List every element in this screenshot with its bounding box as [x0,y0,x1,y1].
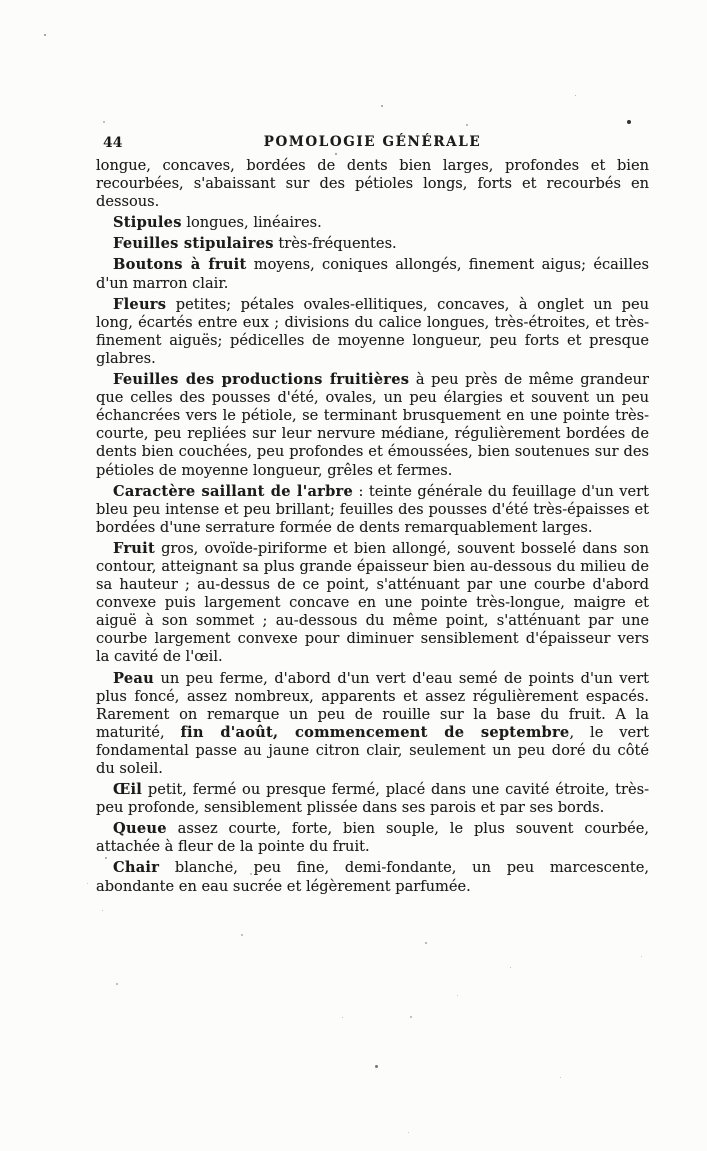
scan-speck [250,873,252,875]
bold-lead: Feuilles des productions fruitières [113,371,410,389]
scan-speck [575,95,576,96]
bold-lead: Boutons à fruit [113,256,247,274]
scan-speck [425,942,427,944]
scan-speck [105,857,107,859]
text-run: : teinte générale du feuillage d'un vert bleu peu intense et peu brillant; feuilles des pousses d'été très-épaisses et bordées d'une serrature formée de dents remarquablement larges. [96,482,649,536]
bold-lead: Fruit [113,539,155,557]
scan-speck [230,861,232,863]
text-run: un peu ferme, d'abord d'un vert d'eau semé de points d'un vert plus foncé, assez nombreux, apparents et assez régulièrement espacés. Rarement on remarque un peu de rouille sur la base du fruit. A la maturité, [96,669,649,741]
text-run: longue, concaves, bordées de dents bien larges, profondes et bien recourbées, s'abaissant sur des pétioles longs, forts et recourbés en dessous. [96,157,649,211]
bold-lead: Œil [113,781,143,799]
scan-speck [510,967,511,968]
scan-speck [381,105,383,107]
scan-speck [102,910,103,911]
paragraph-chair [96,859,649,895]
bold-lead: Stipules [113,214,182,232]
paragraph-feuilles-productions-fruitieres [96,371,649,480]
scan-speck [627,120,631,124]
page-number: 44 [103,135,123,151]
page-body [96,157,649,899]
bold-lead: Feuilles stipulaires [113,235,274,253]
bold-lead: Peau [113,669,154,687]
text-run: gros, ovoïde-piriforme et bien allongé, souvent bosselé dans son contour, atteignant sa plus grande épaisseur bien au-dessous du milieu de sa hauteur ; au-dessus de ce point, s'atténuant par une courbe d'abord convexe puis largement concave en une pointe très-longue, maigre et aiguë à son sommet ; au-dessous du même point, s'atténuant par une courbe largement convexe pour diminuer sensiblement d'épaisseur vers la cavité de l'œil. [96,539,649,666]
text-run: très-fréquentes. [273,235,397,253]
bold-lead: Fleurs [113,295,167,313]
text-run: petit, fermé ou presque fermé, placé dans une cavité étroite, très-peu profonde, sensiblement plissée dans ses parois et par ses bords. [96,781,649,817]
scan-speck [116,983,118,985]
page-header [96,134,649,154]
bold-lead: fin d'août, commencement de septembre [180,723,570,741]
paragraph-fruit [96,540,649,667]
text-run: longues, linéaires. [181,214,322,232]
paragraph-stipules [96,214,649,232]
running-title: POMOLOGIE GÉNÉRALE [263,134,482,150]
text-run: blanche, peu fine, demi-fondante, un peu marcescente, abondante en eau sucrée et légèrement parfumée. [96,859,649,895]
paragraph-peau [96,670,649,779]
scan-speck [410,1016,412,1018]
text-run: moyens, coniques allongés, finement aigus; écailles d'un marron clair. [96,256,649,292]
scan-speck [103,121,105,123]
text-run: à peu près de même grandeur que celles des pousses d'été, ovales, un peu élargies et souvent un peu échancrées vers le pétiole, se terminant brusquement en une pointe très-courte, peu repliées sur leur nervure médiane, régulièrement bordées de dents bien couchées, peu profondes et émoussées, bien soutenues sur des pétioles de moyenne longueur, grêles et fermes. [96,371,650,479]
bold-lead: Caractère saillant de l'arbre [113,482,354,500]
paragraph-boutons-a-fruit [96,256,649,292]
scan-speck [320,860,321,861]
paragraph-caractere-saillant [96,483,649,537]
scan-speck [408,1132,409,1133]
scan-speck [87,883,88,884]
scan-speck [466,124,468,126]
text-run: assez courte, forte, bien souple, le plus souvent courbée, attachée à fleur de la pointe du fruit. [96,820,649,856]
bold-lead: Queue [113,820,167,838]
paragraph-queue [96,820,649,856]
bold-lead: Chair [113,859,160,877]
paragraph-oeil [96,781,649,817]
paragraph-feuilles-stipulaires [96,235,649,253]
scan-speck [241,934,243,936]
text-run: petites; pétales ovales-ellitiques, concaves, à onglet un peu long, écartés entre eux ; divisions du calice longues, très-étroites, et très-finement aiguës; pédicelles de moyenne longueur, peu forts et presque glabres. [96,295,649,367]
text-run: , le vert fondamental passe au jaune citron clair, seulement un peu doré du côté du soleil. [96,723,649,777]
paragraph-fleurs [96,296,649,368]
scan-speck [342,1017,343,1018]
scan-speck [375,1065,378,1068]
scan-speck [44,34,46,36]
paragraph-continuation [96,157,649,211]
scan-speck [335,153,337,155]
scan-speck [560,1077,561,1078]
scan-speck [641,956,642,957]
scan-speck [457,995,458,996]
